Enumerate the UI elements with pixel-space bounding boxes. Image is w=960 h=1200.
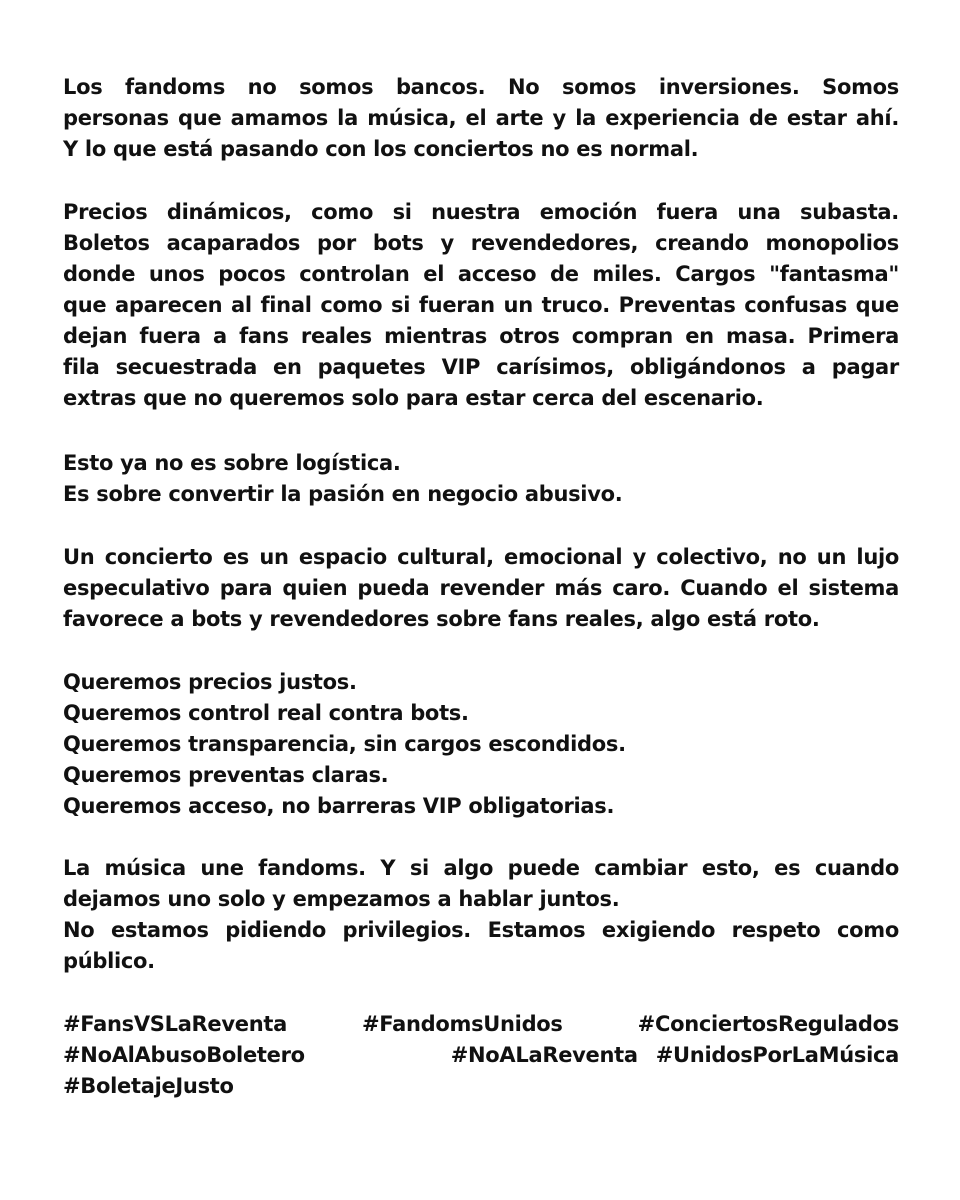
hashtag-row bbox=[63, 1071, 899, 1102]
paragraph-line: No estamos pidiendo privilegios. Estamos exigiendo respeto como bbox=[63, 918, 899, 942]
hashtag: #BoletajeJusto bbox=[63, 1074, 234, 1098]
hashtag: #ConciertosRegulados bbox=[637, 1012, 899, 1036]
paragraph-line: extras que no queremos solo para estar cerca del escenario. bbox=[63, 386, 764, 410]
hashtag: #NoALaReventa bbox=[450, 1043, 638, 1067]
paragraph-line: Boletos acaparados por bots y revendedores, creando monopolios bbox=[63, 231, 899, 255]
paragraph-complaints bbox=[63, 197, 899, 414]
demand-line: Queremos acceso, no barreras VIP obligatorias. bbox=[63, 794, 615, 818]
hashtag-block bbox=[63, 1009, 899, 1102]
paragraph-demands bbox=[63, 667, 899, 822]
paragraph-line: favorece a bots y revendedores sobre fans reales, algo está roto. bbox=[63, 607, 820, 631]
paragraph-line: personas que amamos la música, el arte y la experiencia de estar ahí. bbox=[63, 106, 899, 130]
paragraph-line: Precios dinámicos, como si nuestra emoción fuera una subasta. bbox=[63, 200, 899, 224]
paragraph-line: dejamos uno solo y empezamos a hablar juntos. bbox=[63, 887, 620, 911]
demand-line: Queremos control real contra bots. bbox=[63, 701, 469, 725]
paragraph-line: Es sobre convertir la pasión en negocio abusivo. bbox=[63, 482, 623, 506]
paragraph-closing bbox=[63, 853, 899, 977]
paragraph-line: La música une fandoms. Y si algo puede cambiar esto, es cuando bbox=[63, 856, 899, 880]
hashtag-row bbox=[63, 1009, 899, 1040]
paragraph-intro bbox=[63, 72, 899, 165]
hashtag: #UnidosPorLaMúsica bbox=[655, 1043, 899, 1067]
hashtag: #FansVSLaReventa bbox=[63, 1012, 287, 1036]
paragraph-line: Esto ya no es sobre logística. bbox=[63, 451, 401, 475]
paragraph-concert bbox=[63, 542, 899, 635]
paragraph-line: público. bbox=[63, 949, 155, 973]
paragraph-line: Un concierto es un espacio cultural, emocional y colectivo, no un lujo bbox=[63, 545, 899, 569]
hashtag-group bbox=[451, 1040, 899, 1071]
hashtag: #NoAlAbusoBoletero bbox=[63, 1043, 305, 1067]
paragraph-line: especulativo para quien pueda revender más caro. Cuando el sistema bbox=[63, 576, 899, 600]
demand-line: Queremos transparencia, sin cargos escondidos. bbox=[63, 732, 626, 756]
paragraph-line: dejan fuera a fans reales mientras otros compran en masa. Primera bbox=[63, 324, 899, 348]
paragraph-line: donde unos pocos controlan el acceso de miles. Cargos "fantasma" bbox=[63, 262, 899, 286]
paragraph-line: Y lo que está pasando con los conciertos no es normal. bbox=[63, 137, 699, 161]
paragraph-line: que aparecen al final como si fueran un truco. Preventas confusas que bbox=[63, 293, 899, 317]
demand-line: Queremos preventas claras. bbox=[63, 763, 389, 787]
paragraph-statement bbox=[63, 448, 899, 510]
hashtag: #FandomsUnidos bbox=[362, 1012, 563, 1036]
paragraph-line: fila secuestrada en paquetes VIP carísimos, obligándonos a pagar bbox=[63, 355, 899, 379]
demand-line: Queremos precios justos. bbox=[63, 670, 357, 694]
hashtag-row bbox=[63, 1040, 899, 1071]
paragraph-line: Los fandoms no somos bancos. No somos inversiones. Somos bbox=[63, 75, 899, 99]
